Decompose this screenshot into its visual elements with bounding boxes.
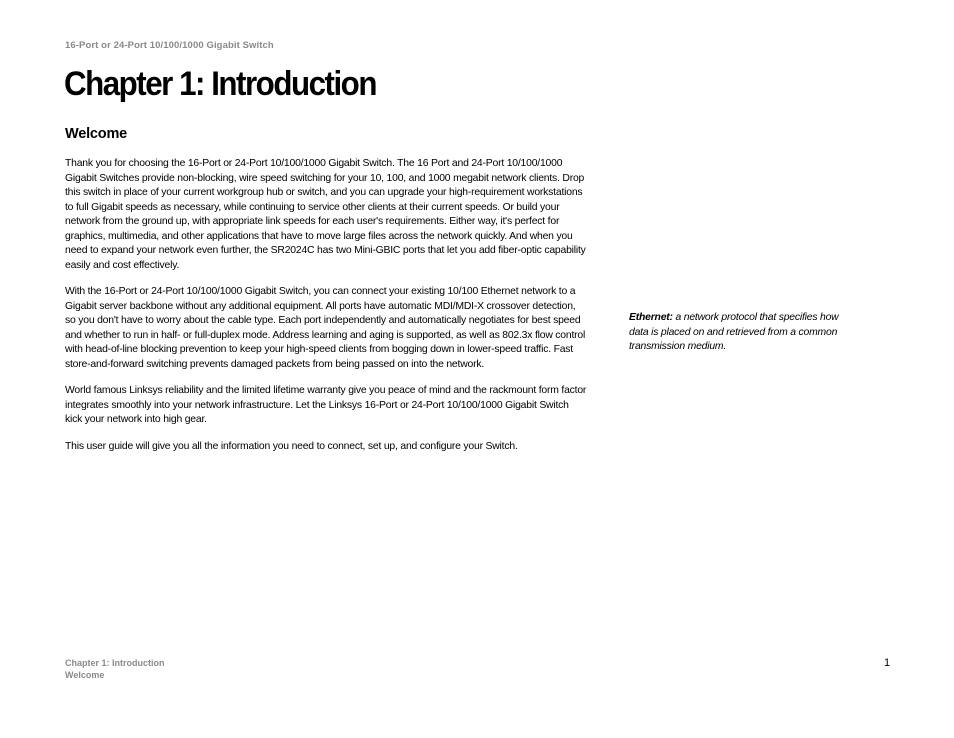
footer-chapter: Chapter 1: Introduction [65,658,165,668]
sidebar-definition [629,311,844,355]
footer [65,657,165,681]
chapter-title: Chapter 1: Introduction [64,65,376,103]
running-header: 16-Port or 24-Port 10/100/1000 Gigabit Switch [65,40,274,51]
page-number: 1 [884,657,891,669]
glossary-term: Ethernet: [629,312,673,323]
body-paragraph-2: With the 16-Port or 24-Port 10/100/1000 Gigabit Switch, you can connect your existing 10/100 Ethernet network to a Gigabit server backbone without any additional equipment. All ports have automatic MDI/MDI-X crossover detection, so you don't have to worry about the cable type. Each port independently and automatically negotiates for best speed and whether to run in half- or full-duplex mode. Address learning and aging is supported, as well as 802.3x flow control with head-of-line blocking prevention to keep your high-speed clients from bogging down in lower-speed traffic. Fast store-and-forward switching prevents damaged packets from being passed on into the network. [65,286,586,370]
body-text [65,157,587,466]
section-heading: Welcome [65,126,127,142]
glossary-definition: a network protocol that specifies how data is placed on and retrieved from a common transmission medium. [629,312,839,352]
body-paragraph-4: This user guide will give you all the information you need to connect, set up, and configure your Switch. [65,440,518,452]
footer-section: Welcome [65,670,105,680]
body-paragraph-1: Thank you for choosing the 16-Port or 24-Port 10/100/1000 Gigabit Switch. The 16 Port and 24-Port 10/100/1000 Gigabit Switches provide non-blocking, wire speed switching for your 10, 100, and 1000 megabit network clients. Drop this switch in place of your current workgroup hub or switch, and you can upgrade your high-requirement workstations to full Gigabit speeds as necessary, while continuing to service other clients at their current speeds. Or build your network from the ground up, with appropriate link speeds for each user's requirements. Either way, it's perfect for graphics, multimedia, and other applications that have to move large files across the network quickly. And when you need to expand your network even further, the SR2024C has two Mini-GBIC ports that let you add fiber-optic capability easily and cost effectively. [65,158,586,271]
body-paragraph-3: World famous Linksys reliability and the limited lifetime warranty give you peace of mind and the rackmount form factor integrates smoothly into your network infrastructure. Let the Linksys 16-Port or 24-Port 10/100/1000 Gigabit Switch kick your network into high gear. [65,385,587,425]
